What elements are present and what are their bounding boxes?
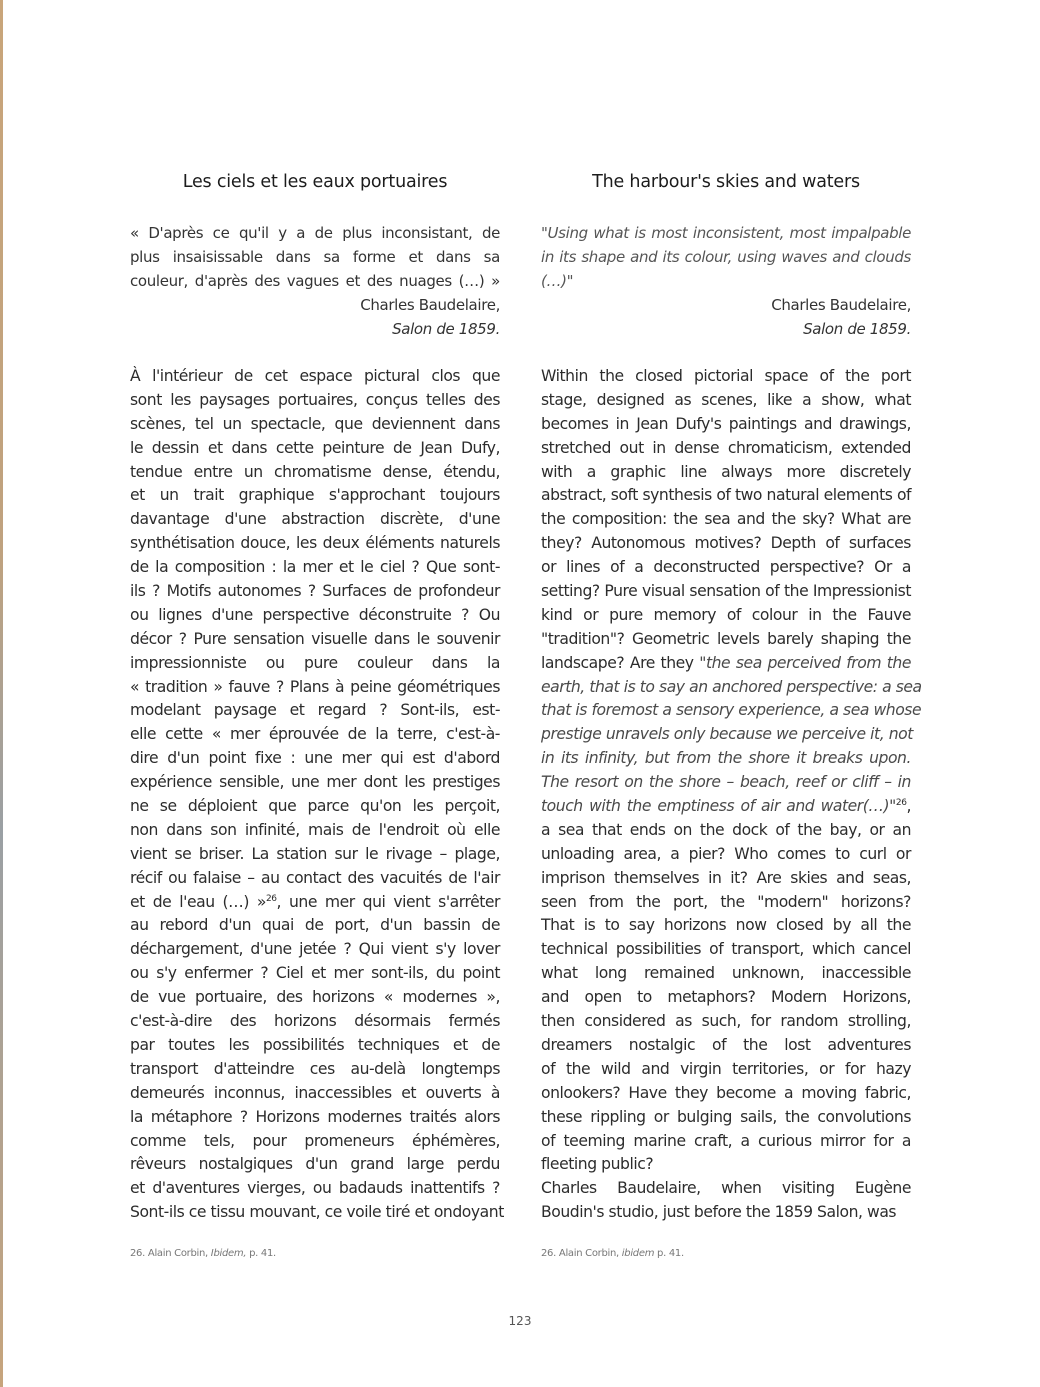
french-body-line: et un trait graphique s'approchant toujours xyxy=(130,486,500,505)
text-run: then considered as such, for random strolling, xyxy=(541,1012,911,1031)
english-body-line xyxy=(541,1152,911,1176)
french-epigraph xyxy=(130,221,500,341)
english-body-line xyxy=(541,770,911,794)
text-run: or lines of a deconstructed perspective? Or a xyxy=(541,558,911,577)
text-run: , une mer qui vient s'arrêter xyxy=(276,892,500,911)
quoted-italic-text: that is foremost a sensory experience, a sea whose xyxy=(541,701,922,720)
french-body-line: de la composition : la mer et le ciel ? Que sont- xyxy=(130,558,500,577)
footnote-number: 26. xyxy=(130,1248,146,1259)
french-body-line: non dans son infinité, mais de l'endroit où elle xyxy=(130,820,500,839)
text-run: landscape? Are they xyxy=(541,653,700,672)
french-body-line: transport d'atteindre ces au-delà longtemps xyxy=(130,1059,500,1078)
english-epigraph-line: (…)" xyxy=(541,272,574,290)
quoted-italic-text: earth, that is to say an anchored perspective: a sea xyxy=(541,677,922,696)
english-body-line xyxy=(541,1176,911,1200)
page-edge-scan-border xyxy=(0,0,3,1387)
text-run: of the wild and virgin territories, or for hazy xyxy=(541,1059,911,1078)
english-epigraph-line: in its shape and its colour, using waves and clouds xyxy=(541,248,911,266)
english-heading: The harbour's skies and waters xyxy=(592,172,860,192)
english-body-line xyxy=(541,436,911,460)
french-heading: Les ciels et les eaux portuaires xyxy=(182,172,448,192)
quoted-italic-text: "the sea perceived from the xyxy=(699,653,911,672)
quoted-italic-text: prestige unravels only because we perceive it, not xyxy=(541,725,913,744)
footnote-page: p. 41. xyxy=(657,1248,684,1259)
english-body-line xyxy=(541,913,911,937)
french-body-line: sont les paysages portuaires, conçus telles des xyxy=(130,390,500,409)
text-run: imprison themselves in it? Are skies and seas, xyxy=(541,868,911,887)
text-run: dreamers nostalgic of the lost adventures xyxy=(541,1035,911,1054)
text-run: kind or pure memory of colour in the Fauve xyxy=(541,605,911,624)
text-run: the composition: the sea and the sky? What are xyxy=(541,510,911,529)
text-run: unloading area, a pier? Who comes to curl or xyxy=(541,844,911,863)
quoted-italic-text: The resort on the shore – beach, reef or cliff – in xyxy=(541,773,911,792)
english-body-line xyxy=(541,603,911,627)
english-epigraph-author: Charles Baudelaire, xyxy=(771,296,911,314)
text-run: with a graphic line always more discretely xyxy=(541,462,911,481)
text-run: becomes in Jean Dufy's paintings and drawings, xyxy=(541,414,911,433)
french-body-line: par toutes les possibilités techniques et de xyxy=(130,1035,500,1054)
text-run: stage, designed as scenes, like a show, what xyxy=(541,390,911,409)
text-run: seen from the port, the "modern" horizons? xyxy=(541,892,911,911)
english-body-line xyxy=(541,890,911,914)
french-body-line: c'est-à-dire des horizons désormais fermés xyxy=(130,1012,500,1031)
french-body-line: À l'intérieur de cet espace pictural clos que xyxy=(130,367,500,385)
french-body-line: au rebord d'un quai de port, d'un bassin de xyxy=(130,916,500,935)
text-run: fleeting public? xyxy=(541,1155,654,1174)
french-body-line: comme tels, pour promeneurs éphémères, xyxy=(130,1131,500,1150)
french-body-line: dire d'un point fixe : une mer qui est d'abord xyxy=(130,749,500,768)
english-epigraph-source: Salon de 1859. xyxy=(803,320,911,338)
text-run: abstract, soft synthesis of two natural elements of xyxy=(541,486,912,505)
text-run: , xyxy=(906,797,911,816)
french-epigraph-author: Charles Baudelaire, xyxy=(360,296,500,314)
french-body-line: de vue portuaire, des horizons « modernes », xyxy=(130,988,500,1007)
french-body-line: la métaphore ? Horizons modernes traités alors xyxy=(130,1107,500,1126)
footnote-author: Alain Corbin, xyxy=(558,1248,619,1259)
english-body-line xyxy=(541,961,911,985)
english-epigraph xyxy=(541,221,911,341)
english-body-line xyxy=(541,866,911,890)
french-body-line: le dessin et dans cette peinture de Jean Dufy, xyxy=(130,438,500,457)
footnote-ibid: ibidem xyxy=(621,1248,655,1259)
english-body-line xyxy=(541,507,911,531)
english-epigraph-line: "Using what is most inconsistent, most impalpable xyxy=(541,224,911,242)
english-footnote xyxy=(541,1248,684,1259)
english-body-line xyxy=(541,651,911,675)
text-run: et de l'eau (…) » xyxy=(130,892,266,911)
french-body-line: davantage d'une abstraction discrète, d'une xyxy=(130,510,500,529)
english-body-line xyxy=(541,937,911,961)
text-run: That is to say horizons now closed by all the xyxy=(541,916,911,935)
english-body-line xyxy=(541,1105,911,1129)
french-body-line: elle cette « mer éprouvée de la terre, c'est-à- xyxy=(130,725,500,744)
text-run: Boudin's studio, just before the 1859 Salon, was xyxy=(541,1203,897,1222)
english-body-line xyxy=(541,842,911,866)
text-run: of teeming marine craft, a curious mirror for a xyxy=(541,1131,911,1150)
french-body-text xyxy=(130,364,504,1224)
french-body-line: Sont-ils ce tissu mouvant, ce voile tiré et ondoyant xyxy=(130,1203,504,1222)
french-body-line: ils ? Motifs autonomes ? Surfaces de profondeur xyxy=(130,582,500,601)
footnote-page: p. 41. xyxy=(249,1248,276,1259)
text-run: technical possibilities of transport, which cancel xyxy=(541,940,911,959)
english-body-line xyxy=(541,388,911,412)
quoted-italic-text: in its infinity, but from the shore it breaks upon. xyxy=(541,749,911,768)
french-epigraph-source: Salon de 1859. xyxy=(392,320,500,338)
english-body-line xyxy=(541,985,911,1009)
english-body-line xyxy=(541,483,911,507)
french-body-line: tendue entre un chromatisme dense, étendu, xyxy=(130,462,500,481)
english-body-line xyxy=(541,1057,911,1081)
english-body-line xyxy=(541,1033,911,1057)
french-body-line xyxy=(130,890,500,914)
french-body-line: rêveurs nostalgiques d'un grand large perdu xyxy=(130,1155,500,1174)
french-body-line: déchargement, d'une jetée ? Qui vient s'y lover xyxy=(130,940,500,959)
french-epigraph-line: plus insaisissable dans sa forme et dans sa xyxy=(130,248,500,266)
text-run: setting? Pure visual sensation of the Impressionist xyxy=(541,582,911,601)
french-body-line: demeurés inconnus, inaccessibles et ouverts à xyxy=(130,1083,500,1102)
french-body-line: ne se déploient que parce qu'on les perçoit, xyxy=(130,797,500,816)
english-body-line xyxy=(541,579,911,603)
french-footnote xyxy=(130,1248,276,1259)
french-body-line: ou lignes d'une perspective déconstruite ? Ou xyxy=(130,605,500,624)
english-body-line xyxy=(541,1200,911,1224)
footnote-author: Alain Corbin, xyxy=(147,1248,208,1259)
english-body-line xyxy=(541,746,911,770)
text-run: what long remained unknown, inaccessible xyxy=(541,964,911,983)
french-body-line: décor ? Pure sensation visuelle dans le souvenir xyxy=(130,629,500,648)
footnote-reference[interactable]: 26 xyxy=(895,798,907,809)
text-run: Within the closed pictorial space of the port xyxy=(541,367,911,385)
text-run: onlookers? Have they become a moving fabric, xyxy=(541,1083,911,1102)
french-body-line: synthétisation douce, les deux éléments naturels xyxy=(130,534,500,553)
english-body-line xyxy=(541,794,911,818)
french-epigraph-line: couleur, d'après des vagues et des nuages (…) » xyxy=(130,272,500,290)
french-body-line: vient se briser. La station sur le rivage – plage, xyxy=(130,844,500,863)
english-body-line xyxy=(541,1009,911,1033)
text-run: a sea that ends on the dock of the bay, or an xyxy=(541,820,911,839)
english-body-line xyxy=(541,531,911,555)
french-body-line: impressionniste ou pure couleur dans la xyxy=(130,653,500,672)
english-body-line xyxy=(541,818,911,842)
french-body-line: « tradition » fauve ? Plans à peine géométriques xyxy=(130,677,500,696)
text-run: these rippling or bulging sails, the convolutions xyxy=(541,1107,911,1126)
english-body-text xyxy=(541,364,922,1224)
french-body-line: modelant paysage et regard ? Sont-ils, est- xyxy=(130,701,500,720)
english-body-line xyxy=(541,460,911,484)
english-body-line xyxy=(541,555,911,579)
english-body-line xyxy=(541,627,911,651)
english-body-line xyxy=(541,698,922,722)
text-run: and open to metaphors? Modern Horizons, xyxy=(541,988,911,1007)
english-body-line xyxy=(541,1129,911,1153)
english-body-line xyxy=(541,412,911,436)
french-body-line: scènes, tel un spectacle, que deviennent dans xyxy=(130,414,500,433)
english-body-line xyxy=(541,1081,911,1105)
french-body-line: ou s'y enfermer ? Ciel et mer sont-ils, du point xyxy=(130,964,500,983)
quoted-italic-text: touch with the emptiness of air and water(…)" xyxy=(541,797,896,816)
page-number: 123 xyxy=(508,1314,532,1328)
text-run: "tradition"? Geometric levels barely shaping the xyxy=(541,629,911,648)
footnote-ibid: Ibidem, xyxy=(210,1248,247,1259)
french-body-line: expérience sensible, une mer dont les prestiges xyxy=(130,773,500,792)
french-body-line: et d'aventures vierges, ou badauds inattentifs ? xyxy=(130,1179,500,1198)
footnote-reference[interactable]: 26 xyxy=(265,893,277,904)
text-run: stretched out in dense chromaticism, extended xyxy=(541,438,911,457)
text-run: Charles Baudelaire, when visiting Eugène xyxy=(541,1179,911,1198)
english-body-line xyxy=(541,675,922,699)
french-body-line: récif ou falaise – au contact des vacuités de l'air xyxy=(130,868,500,887)
footnote-number: 26. xyxy=(541,1248,557,1259)
french-epigraph-line: « D'après ce qu'il y a de plus inconsistant, de xyxy=(130,224,500,242)
text-run: they? Autonomous motives? Depth of surfaces xyxy=(541,534,911,553)
english-body-line xyxy=(541,364,911,388)
english-body-line xyxy=(541,722,911,746)
